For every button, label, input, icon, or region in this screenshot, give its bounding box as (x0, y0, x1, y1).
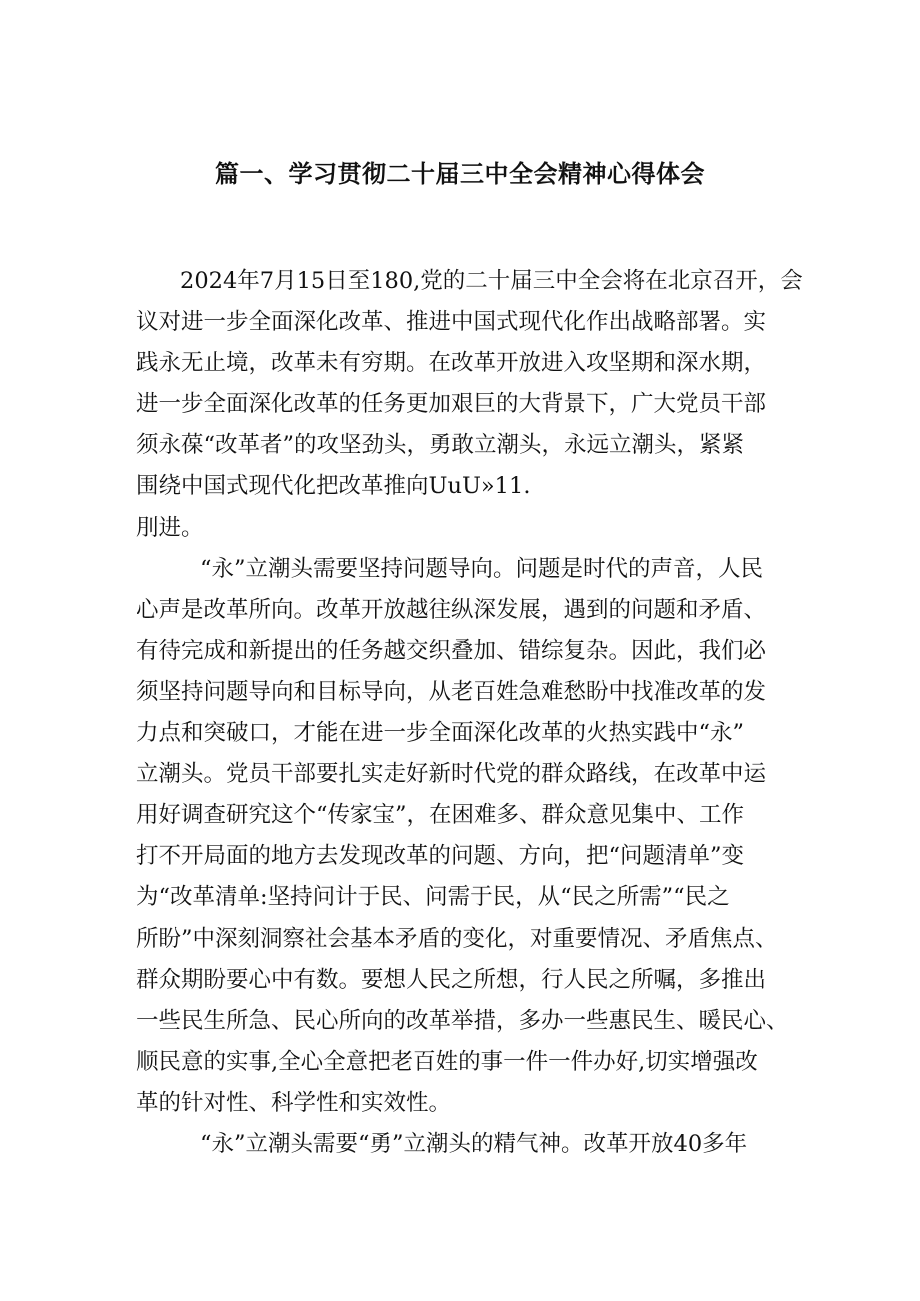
text-line: 心声是改革所向。改革开放越往纵深发展，遇到的问题和矛盾、 (136, 596, 767, 623)
text-line: 有待完成和新提出的任务越交织叠加、错综复杂。因此，我们必 (136, 637, 767, 664)
text-line: 群众期盼要心中有数。要想人民之所想，行人民之所嘱，多推出 (136, 966, 767, 993)
document-body (136, 261, 803, 1165)
text-line: 进一步全面深化改革的任务更加艰巨的大背景下，广大党员干部 (136, 391, 767, 418)
text-line: 革的针对性、科学性和实效性。 (136, 1089, 452, 1116)
text-line: 所盼”中深刻洞察社会基本矛盾的变化，对重要情况、矛盾焦点、 (136, 925, 778, 952)
text-line: 须坚持问题导向和目标导向，从老百姓急难愁盼中找准改革的发 (136, 678, 767, 705)
text-line: 践永无止境，改革未有穷期。在改革开放进入攻坚期和深水期， (136, 350, 767, 377)
text-line: 须永葆“改革者”的攻坚劲头，勇敢立潮头，永远立潮头，紧紧 (136, 432, 745, 459)
document-title: 篇一、学习贯彻二十届三中全会精神心得体会 (215, 160, 705, 188)
text-line: 为“改革清单:坚持问计于民、问需于民，从“民之所需”“民之 (136, 884, 730, 911)
text-line: 立潮头。党员干部要扎实走好新时代党的群众路线，在改革中运 (136, 761, 767, 788)
text-line: 刖进。 (136, 514, 204, 541)
text-line: 用好调查研究这个“传家宝”，在困难多、群众意见集中、工作 (136, 802, 745, 829)
text-line: 一些民生所急、民心所向的改革举措，多办一些惠民生、暖民心、 (136, 1007, 789, 1034)
text-line: 顺民意的实事,全心全意把老百姓的事一件一件办好,切实增强改 (136, 1048, 758, 1075)
text-line: 力点和突破口，才能在进一步全面深化改革的火热实践中“永” (136, 720, 745, 747)
text-line: “永”立潮头需要坚持问题导向。问题是时代的声音，人民 (200, 555, 764, 582)
text-line: 打不开局面的地方去发现改革的问题、方向，把“问题清单”变 (136, 843, 745, 870)
text-line: 围绕中国式现代化把改革推向UuU»11. (136, 473, 531, 500)
text-line: “永”立潮头需要“勇”立潮头的精气神。改革开放40多年 (200, 1130, 748, 1157)
text-line: 议对进一步全面深化改革、推进中国式现代化作出战略部署。实 (136, 309, 767, 336)
text-line: 2024年7月15日至180,党的二十届三中全会将在北京召开，会 (180, 268, 803, 294)
